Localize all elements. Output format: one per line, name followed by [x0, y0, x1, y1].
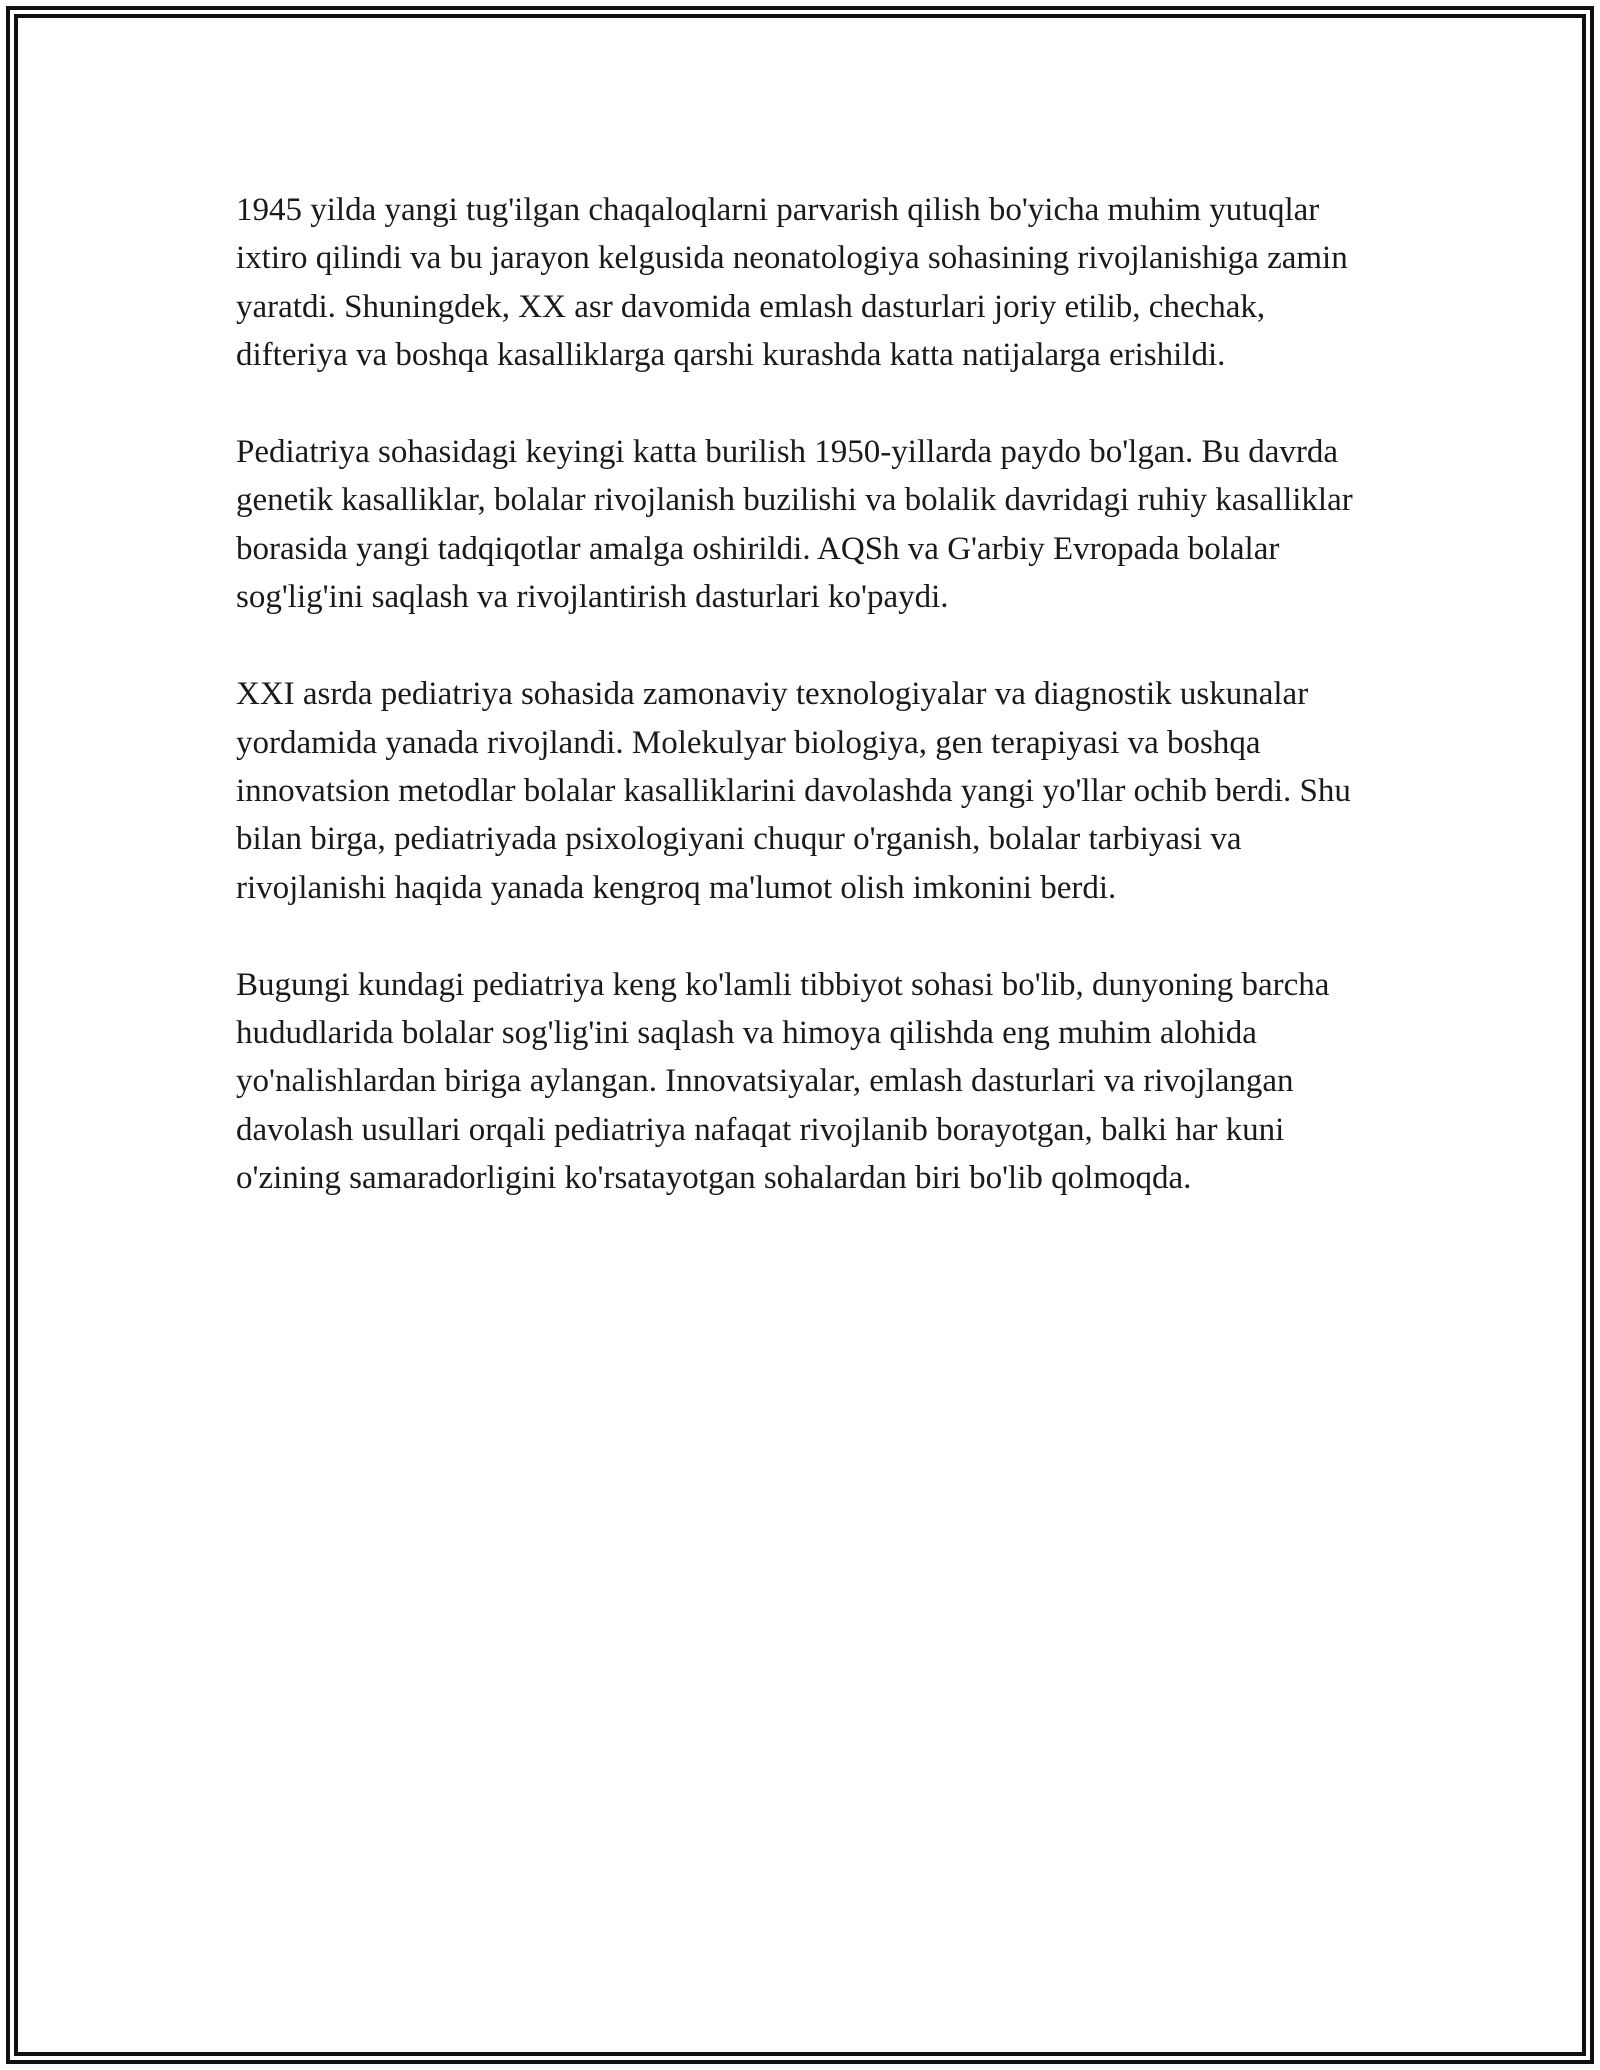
paragraph-3: XXI asrda pediatriya sohasida zamonaviy texnologiyalar va diagnostik uskunalar yordamida yanada rivojlandi. Molekulyar biologiya, gen terapiyasi va boshqa innovatsion metodlar bolalar kasalliklarini davolashda yangi yo'llar ochib berdi. Shu bilan birga, pediatriyada psixologiyani chuqur o'rganish, bolalar tarbiyasi va rivojlanishi haqida yanada kengroq ma'lumot olish imkonini berdi. [236, 676, 1351, 906]
document-body [236, 186, 1381, 1251]
paragraph-2: Pediatriya sohasidagi keyingi katta burilish 1950-yillarda paydo bo'lgan. Bu davrda genetik kasalliklar, bolalar rivojlanish buzilishi va bolalik davridagi ruhiy kasalliklar borasida yangi tadqiqotlar amalga oshirildi. AQSh va G'arbiy Evropada bolalar sog'lig'ini saqlash va rivojlantirish dasturlari ko'paydi. [236, 434, 1353, 616]
paragraph-4: Bugungi kundagi pediatriya keng ko'lamli tibbiyot sohasi bo'lib, dunyoning barcha hududlarida bolalar sog'lig'ini saqlash va himoya qilishda eng muhim alohida yo'nalishlardan biriga aylangan. Innovatsiyalar, emlash dasturlari va rivojlangan davolash usullari orqali pediatriya nafaqat rivojlanib borayotgan, balki har kuni o'zining samaradorligini ko'rsatayotgan sohalardan biri bo'lib qolmoqda. [236, 966, 1330, 1197]
paragraph-1: 1945 yilda yangi tug'ilgan chaqaloqlarni parvarish qilish bo'yicha muhim yutuqlar ixtiro qilindi va bu jarayon kelgusida neonatologiya sohasining rivojlanishiga zamin yaratdi. Shuningdek, XX asr davomida emlash dasturlari joriy etilib, chechak, difteriya va boshqa kasalliklarga qarshi kurashda katta natijalarga erishildi. [236, 192, 1348, 373]
